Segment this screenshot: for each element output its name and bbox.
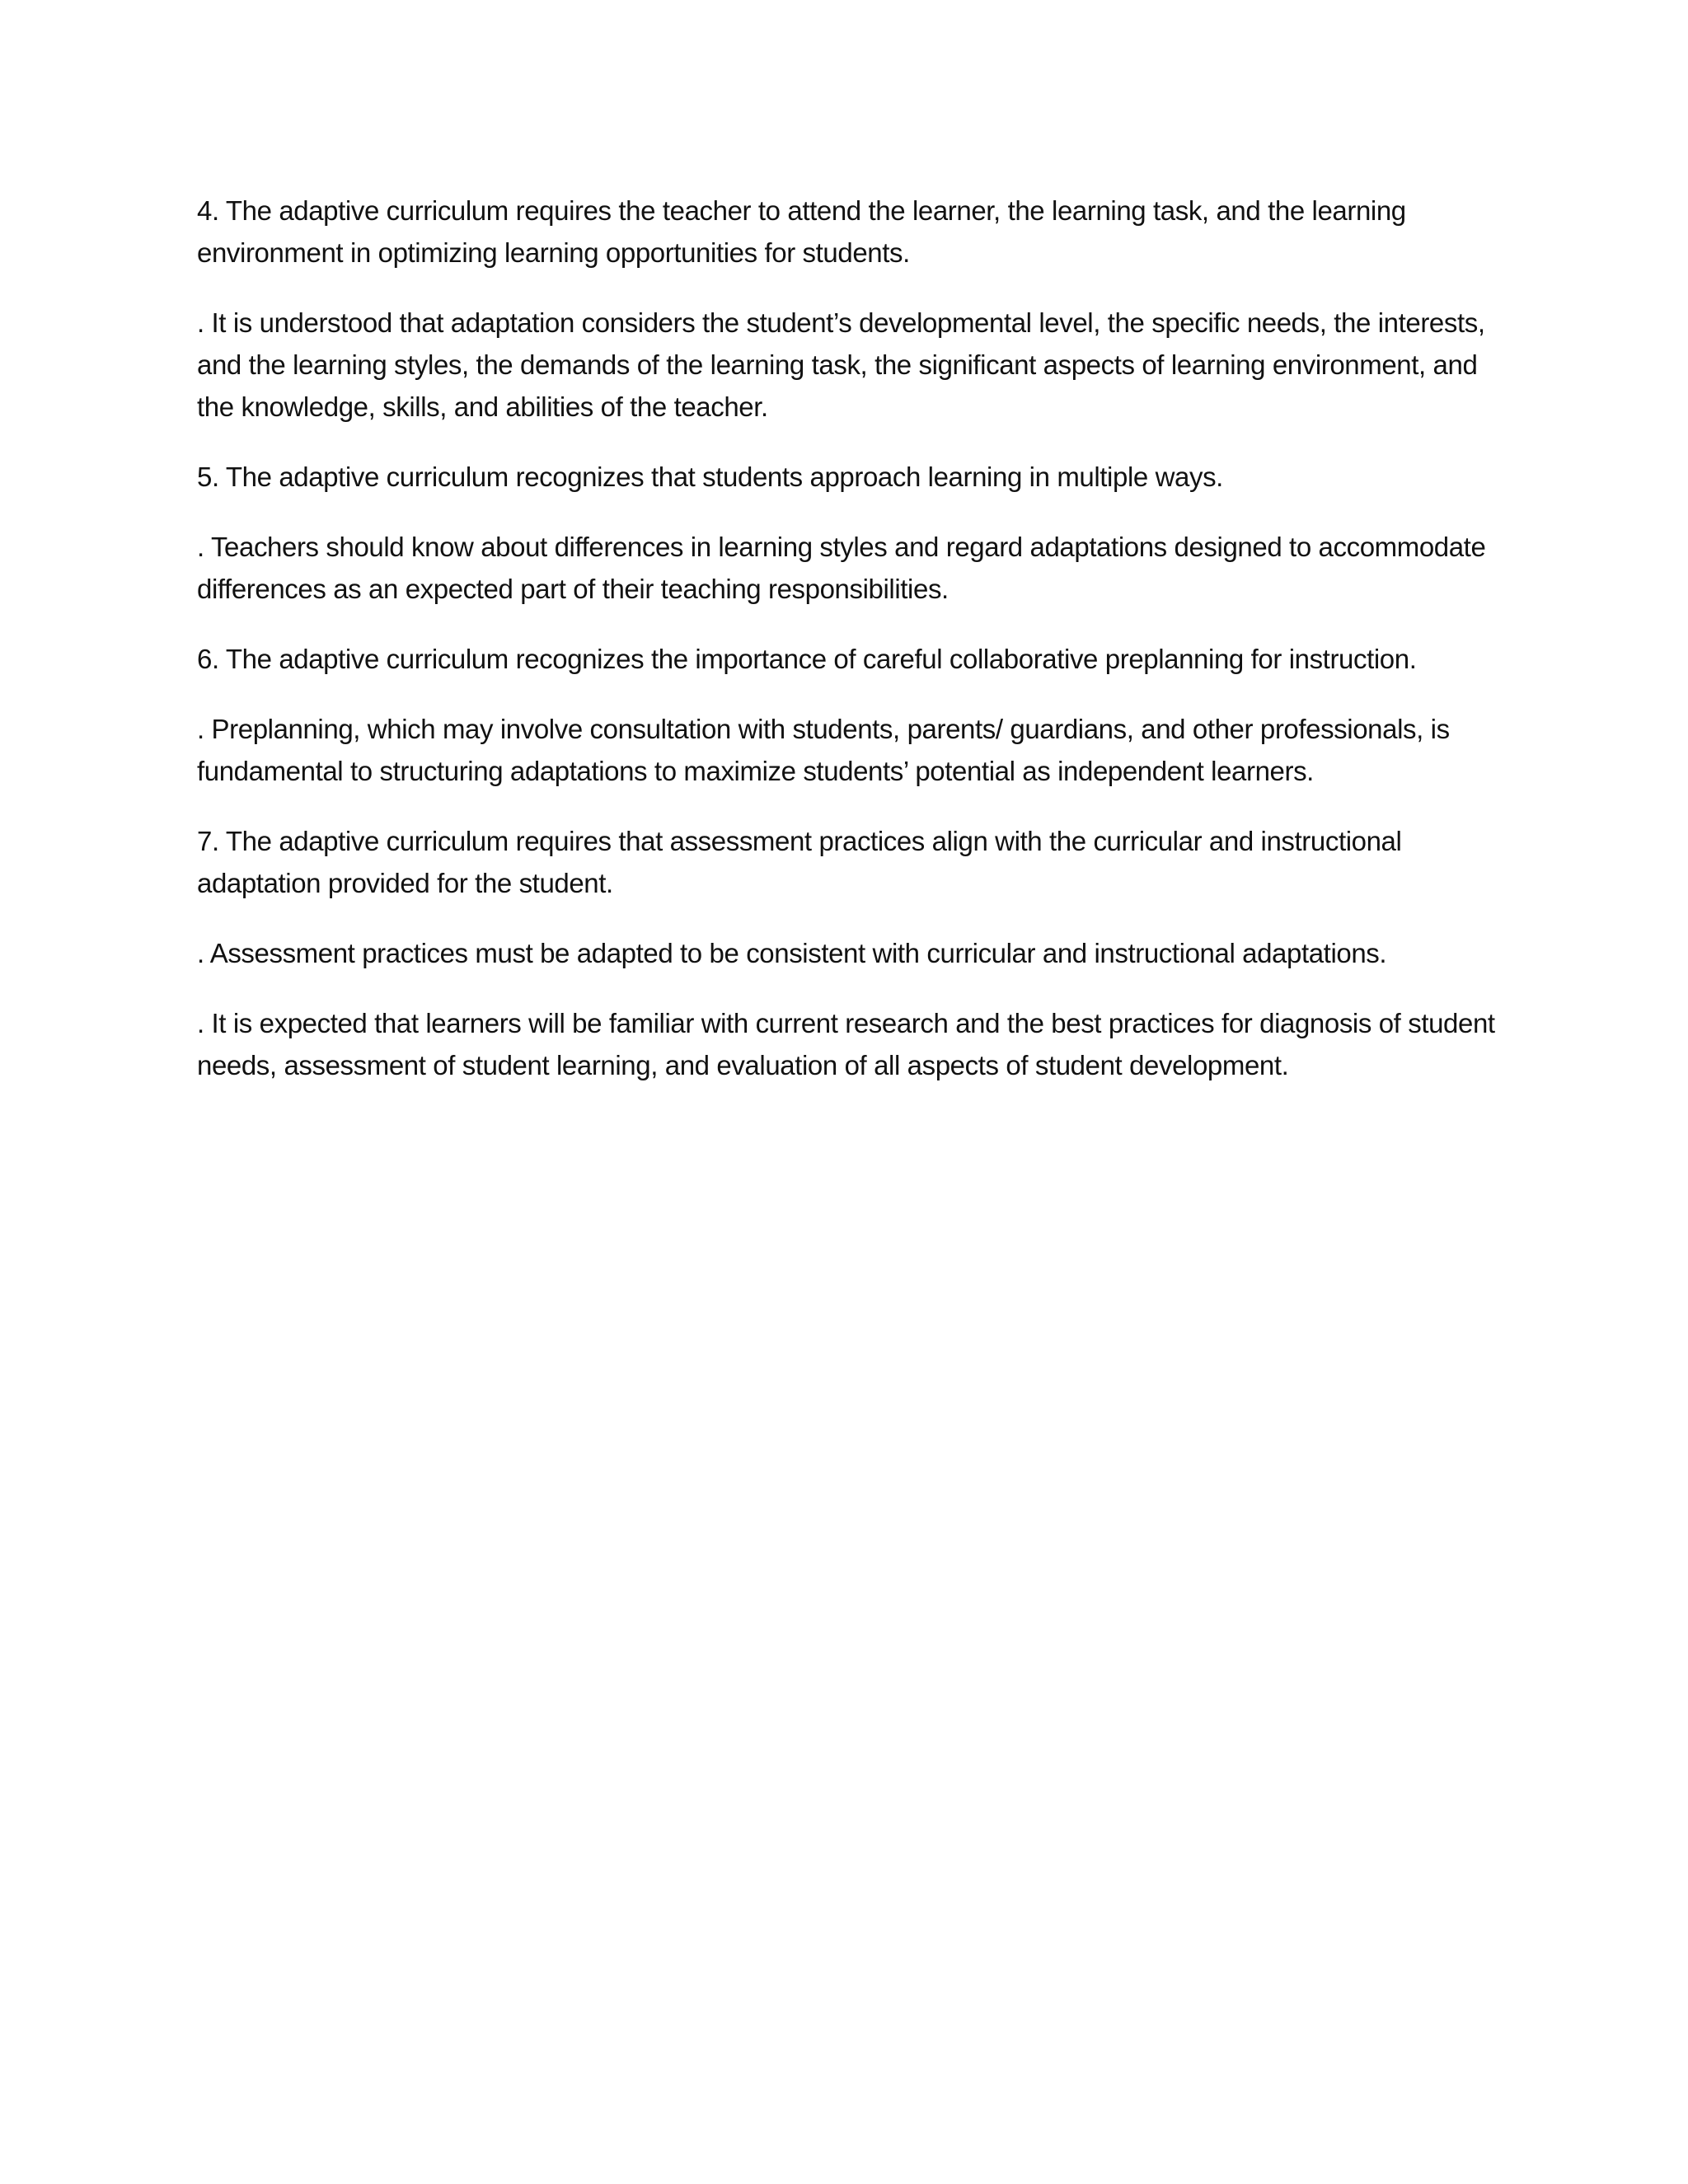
paragraph-principle-5-detail: . Teachers should know about differences in learning styles and regard adaptations designed to accommodate differences as an expected part of their teaching responsibilities. xyxy=(197,532,1486,604)
paragraph-principle-4-detail: . It is understood that adaptation considers the student’s developmental level, the specific needs, the interests, and the learning styles, the demands of the learning task, the significant aspects of learning environment, and the knowledge, skills, and abilities of the teacher. xyxy=(197,307,1485,422)
document-body xyxy=(197,190,1499,1114)
paragraph-principle-4: 4. The adaptive curriculum requires the teacher to attend the learner, the learning task, and the learning environment in optimizing learning opportunities for students. xyxy=(197,195,1406,268)
paragraph-principle-7-detail-a: . Assessment practices must be adapted to be consistent with curricular and instructional adaptations. xyxy=(197,938,1387,968)
paragraph-principle-7: 7. The adaptive curriculum requires that assessment practices align with the curricular and instructional adaptation provided for the student. xyxy=(197,826,1402,898)
paragraph-principle-5: 5. The adaptive curriculum recognizes that students approach learning in multiple ways. xyxy=(197,462,1223,492)
paragraph-principle-6-detail: . Preplanning, which may involve consultation with students, parents/ guardians, and other professionals, is fundamental to structuring adaptations to maximize students’ potential as independent learners. xyxy=(197,714,1450,786)
paragraph-principle-7-detail-b: . It is expected that learners will be familiar with current research and the best practices for diagnosis of student needs, assessment of student learning, and evaluation of all aspects of student development. xyxy=(197,1008,1495,1080)
paragraph-principle-6: 6. The adaptive curriculum recognizes the importance of careful collaborative preplanning for instruction. xyxy=(197,644,1417,674)
